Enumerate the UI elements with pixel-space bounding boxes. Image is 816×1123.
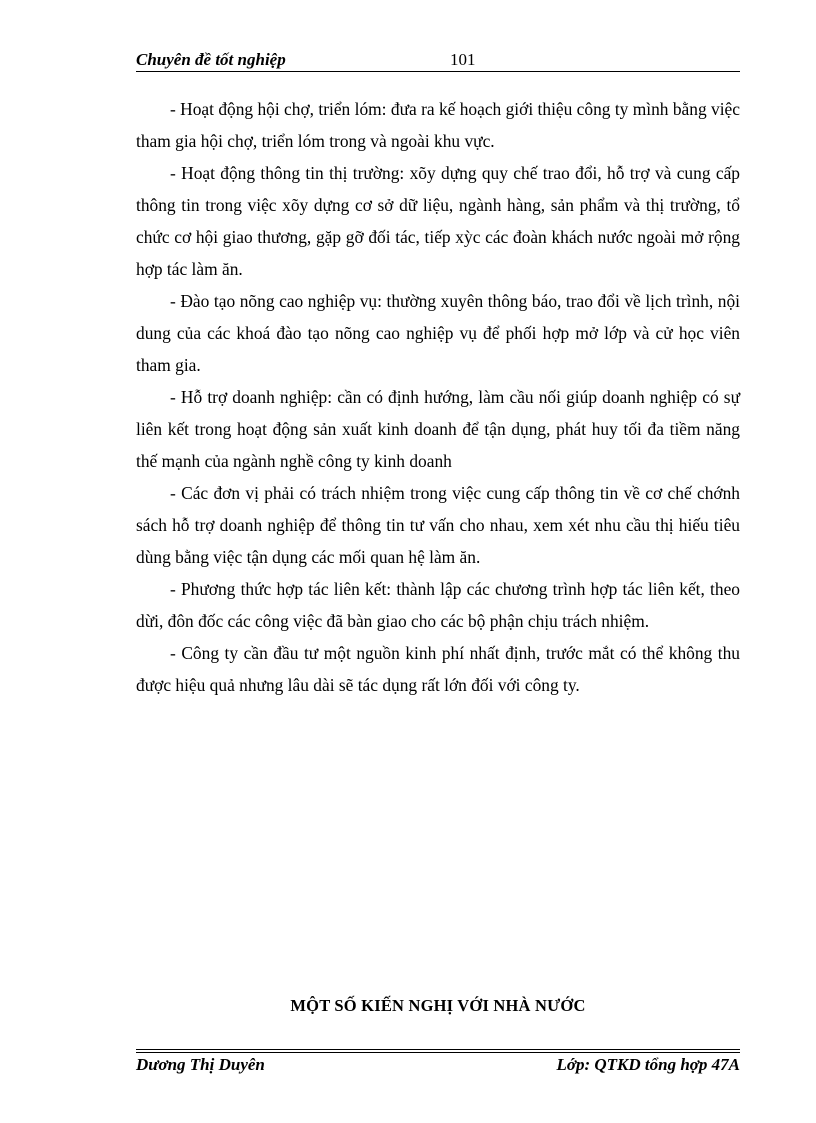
paragraph-units-responsibility: - Các đơn vị phải có trách nhiệm trong việc cung cấp thông tin về cơ chế chớnh sách hỗ trợ doanh nghiệp để thông tin tư vấn cho nhau, xem xét nhu cầu thị hiếu tiêu dùng bằng việc tận dụng các mối quan hệ làm ăn. bbox=[136, 483, 740, 567]
page-number: 101 bbox=[450, 50, 476, 69]
paragraph-business-support: - Hỗ trợ doanh nghiệp: cần có định hướng, làm cầu nối giúp doanh nghiệp có sự liên kết trong hoạt động sản xuất kinh doanh để tận dụng, phát huy tối đa tiềm năng thế mạnh của ngành nghề công ty kinh doanh bbox=[136, 387, 740, 471]
footer-divider-bottom bbox=[136, 1052, 740, 1053]
footer-author: Dương Thị Duyên bbox=[136, 1055, 265, 1074]
paragraph-training: - Đào tạo nõng cao nghiệp vụ: thường xuyên thông báo, trao đổi về lịch trình, nội dung của các khoá đào tạo nõng cao nghiệp vụ để phối hợp mở lớp và cử học viên tham gia. bbox=[136, 291, 740, 375]
document-title: Chuyên đề tốt nghiệp bbox=[136, 50, 286, 69]
paragraph-market-info: - Hoạt động thông tin thị trường: xõy dựng quy chế trao đổi, hỗ trợ và cung cấp thông tin trong việc xõy dựng cơ sở dữ liệu, ngành hàng, sản phẩm và thị trường, tổ chức cơ hội giao thương, gặp gỡ đối tác, tiếp xỳc các đoàn khách nước ngoài mở rộng hợp tác làm ăn. bbox=[136, 163, 740, 279]
header-divider bbox=[136, 71, 740, 72]
footer-divider-top bbox=[136, 1049, 740, 1050]
paragraph-investment: - Công ty cần đầu tư một nguồn kinh phí nhất định, trước mắt có thể không thu được hiệu quả nhưng lâu dài sẽ tác dụng rất lớn đối với công ty. bbox=[136, 643, 740, 695]
paragraph-trade-fair: - Hoạt động hội chợ, triển lóm: đưa ra kế hoạch giới thiệu công ty mình bằng việc tham gia hội chợ, triển lóm trong và ngoài khu vực. bbox=[136, 99, 740, 151]
body-text bbox=[136, 93, 740, 701]
paragraph-cooperation: - Phương thức hợp tác liên kết: thành lập các chương trình hợp tác liên kết, theo dừi, đôn đốc các công việc đã bàn giao cho các bộ phận chịu trách nhiệm. bbox=[136, 579, 740, 631]
section-title: MỘT SỐ KIẾN NGHỊ VỚI NHÀ NƯỚC bbox=[290, 996, 586, 1015]
footer-class: Lớp: QTKD tổng hợp 47A bbox=[556, 1055, 740, 1074]
page-header bbox=[136, 48, 740, 72]
